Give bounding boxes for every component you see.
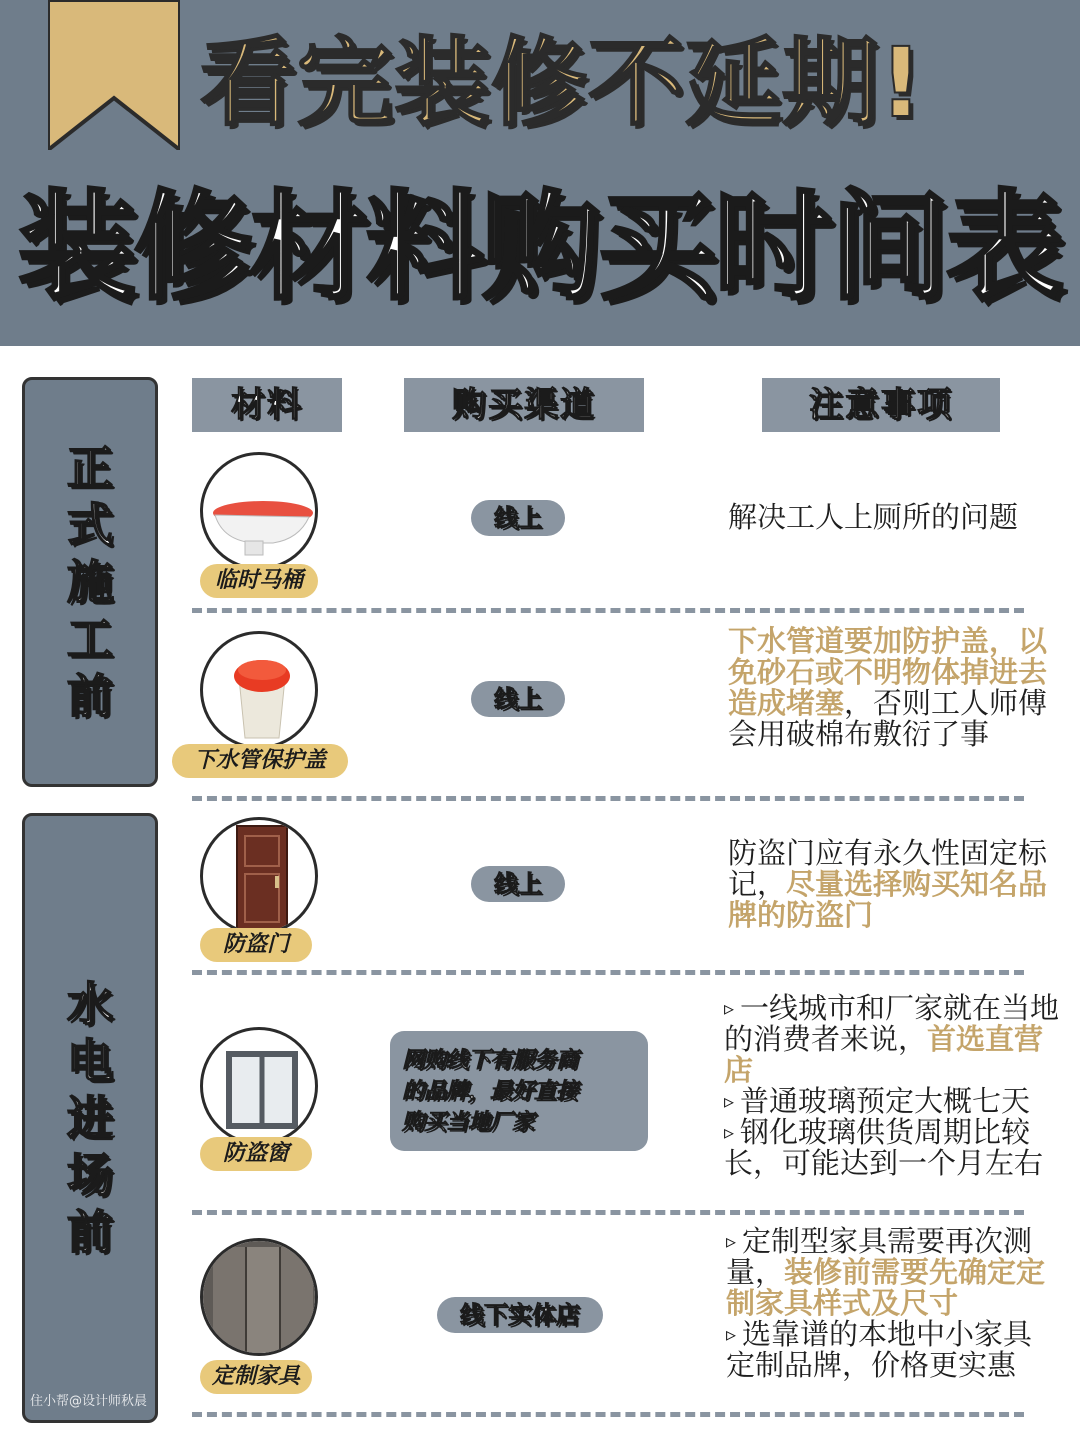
channel-line: 网购线下有服务商 <box>402 1048 579 1073</box>
note-text <box>728 838 1048 931</box>
stage-char: 前 <box>67 1204 113 1259</box>
temporary-toilet-icon <box>200 452 318 570</box>
note-segment: 解决工人上厕所的问题 <box>728 500 1019 534</box>
column-header-channel: 购买渠道 <box>404 378 644 432</box>
bullet-icon: ▹ <box>724 1120 735 1144</box>
custom-wardrobe-icon <box>200 1238 318 1356</box>
row-divider <box>192 1210 1024 1215</box>
note-segment: 定制型家具需要再次测量， <box>726 1224 1033 1289</box>
channel-pill: 线下实体店 <box>437 1297 603 1333</box>
note-text <box>724 993 1070 1179</box>
stage-char: 式 <box>67 497 113 552</box>
stage-char: 场 <box>67 1147 113 1202</box>
stage-label-before-plumbing <box>22 813 158 1423</box>
channel-box <box>390 1031 648 1151</box>
watermark: 住小帮@设计师秋晨 <box>30 1394 148 1409</box>
note-text <box>728 502 1058 533</box>
bullet-icon: ▹ <box>726 1229 737 1253</box>
channel-pill: 线上 <box>471 500 565 536</box>
channel-line: 的品牌，最好直接 <box>402 1079 579 1104</box>
channel-pill: 线上 <box>471 681 565 717</box>
note-segment: ，否则工人师傅会用破棉布敷衍了事 <box>728 686 1048 751</box>
page-title-line1: 看完装修不延期! <box>200 27 924 139</box>
material-tag: 下水管保护盖 <box>172 744 348 778</box>
material-tag: 防盗窗 <box>200 1137 312 1171</box>
drain-cap-icon <box>200 631 318 749</box>
row-divider <box>192 796 1024 801</box>
note-segment: 一线城市和厂家就在当地的消费者来说， <box>724 991 1060 1056</box>
bullet-icon: ▹ <box>724 1089 735 1113</box>
row-divider <box>192 970 1024 975</box>
stage-char: 前 <box>67 668 113 723</box>
material-tag: 临时马桶 <box>200 564 318 598</box>
security-door-icon <box>200 817 318 935</box>
note-highlight: 下水管道要加防护盖，以免砂石或不明物体掉进去造成堵塞 <box>728 624 1048 720</box>
stage-char: 工 <box>67 611 113 666</box>
material-tag: 定制家具 <box>200 1360 312 1394</box>
note-text <box>726 1226 1046 1381</box>
stage-label-before-construction <box>22 377 158 787</box>
note-segment: 普通玻璃预定大概七天 <box>740 1084 1031 1118</box>
channel-pill: 线上 <box>471 866 565 902</box>
note-highlight: 首选直营店 <box>724 1022 1044 1087</box>
security-window-icon <box>200 1027 318 1145</box>
stage-char: 进 <box>67 1090 113 1145</box>
page-title-line2: 装修材料购买时间表 <box>17 178 1062 316</box>
column-header-notes: 注意事项 <box>762 378 1000 432</box>
stage-char: 水 <box>67 976 113 1031</box>
header-banner <box>0 0 1080 346</box>
bookmark-ribbon-icon <box>48 0 180 150</box>
material-tag: 防盗门 <box>200 928 312 962</box>
note-segment: 防盗门应有永久性固定标记， <box>728 836 1048 901</box>
bullet-icon: ▹ <box>724 996 735 1020</box>
bullet-icon: ▹ <box>726 1322 737 1346</box>
row-divider <box>192 608 1024 613</box>
note-highlight: 装修前需要先确定定制家具样式及尺寸 <box>726 1255 1046 1320</box>
column-header-material: 材料 <box>192 378 342 432</box>
note-segment: 钢化玻璃供货周期比较长，可能达到一个月左右 <box>724 1115 1044 1180</box>
stage-char: 正 <box>67 440 113 495</box>
note-segment: 选靠谱的本地中小家具定制品牌，价格更实惠 <box>726 1317 1033 1382</box>
stage-char: 施 <box>67 554 113 609</box>
note-text <box>728 626 1048 750</box>
channel-line: 购买当地厂家 <box>402 1110 535 1135</box>
row-divider <box>192 1412 1024 1417</box>
note-highlight: 尽量选择购买知名品牌的防盗门 <box>728 867 1048 932</box>
stage-char: 电 <box>67 1033 113 1088</box>
